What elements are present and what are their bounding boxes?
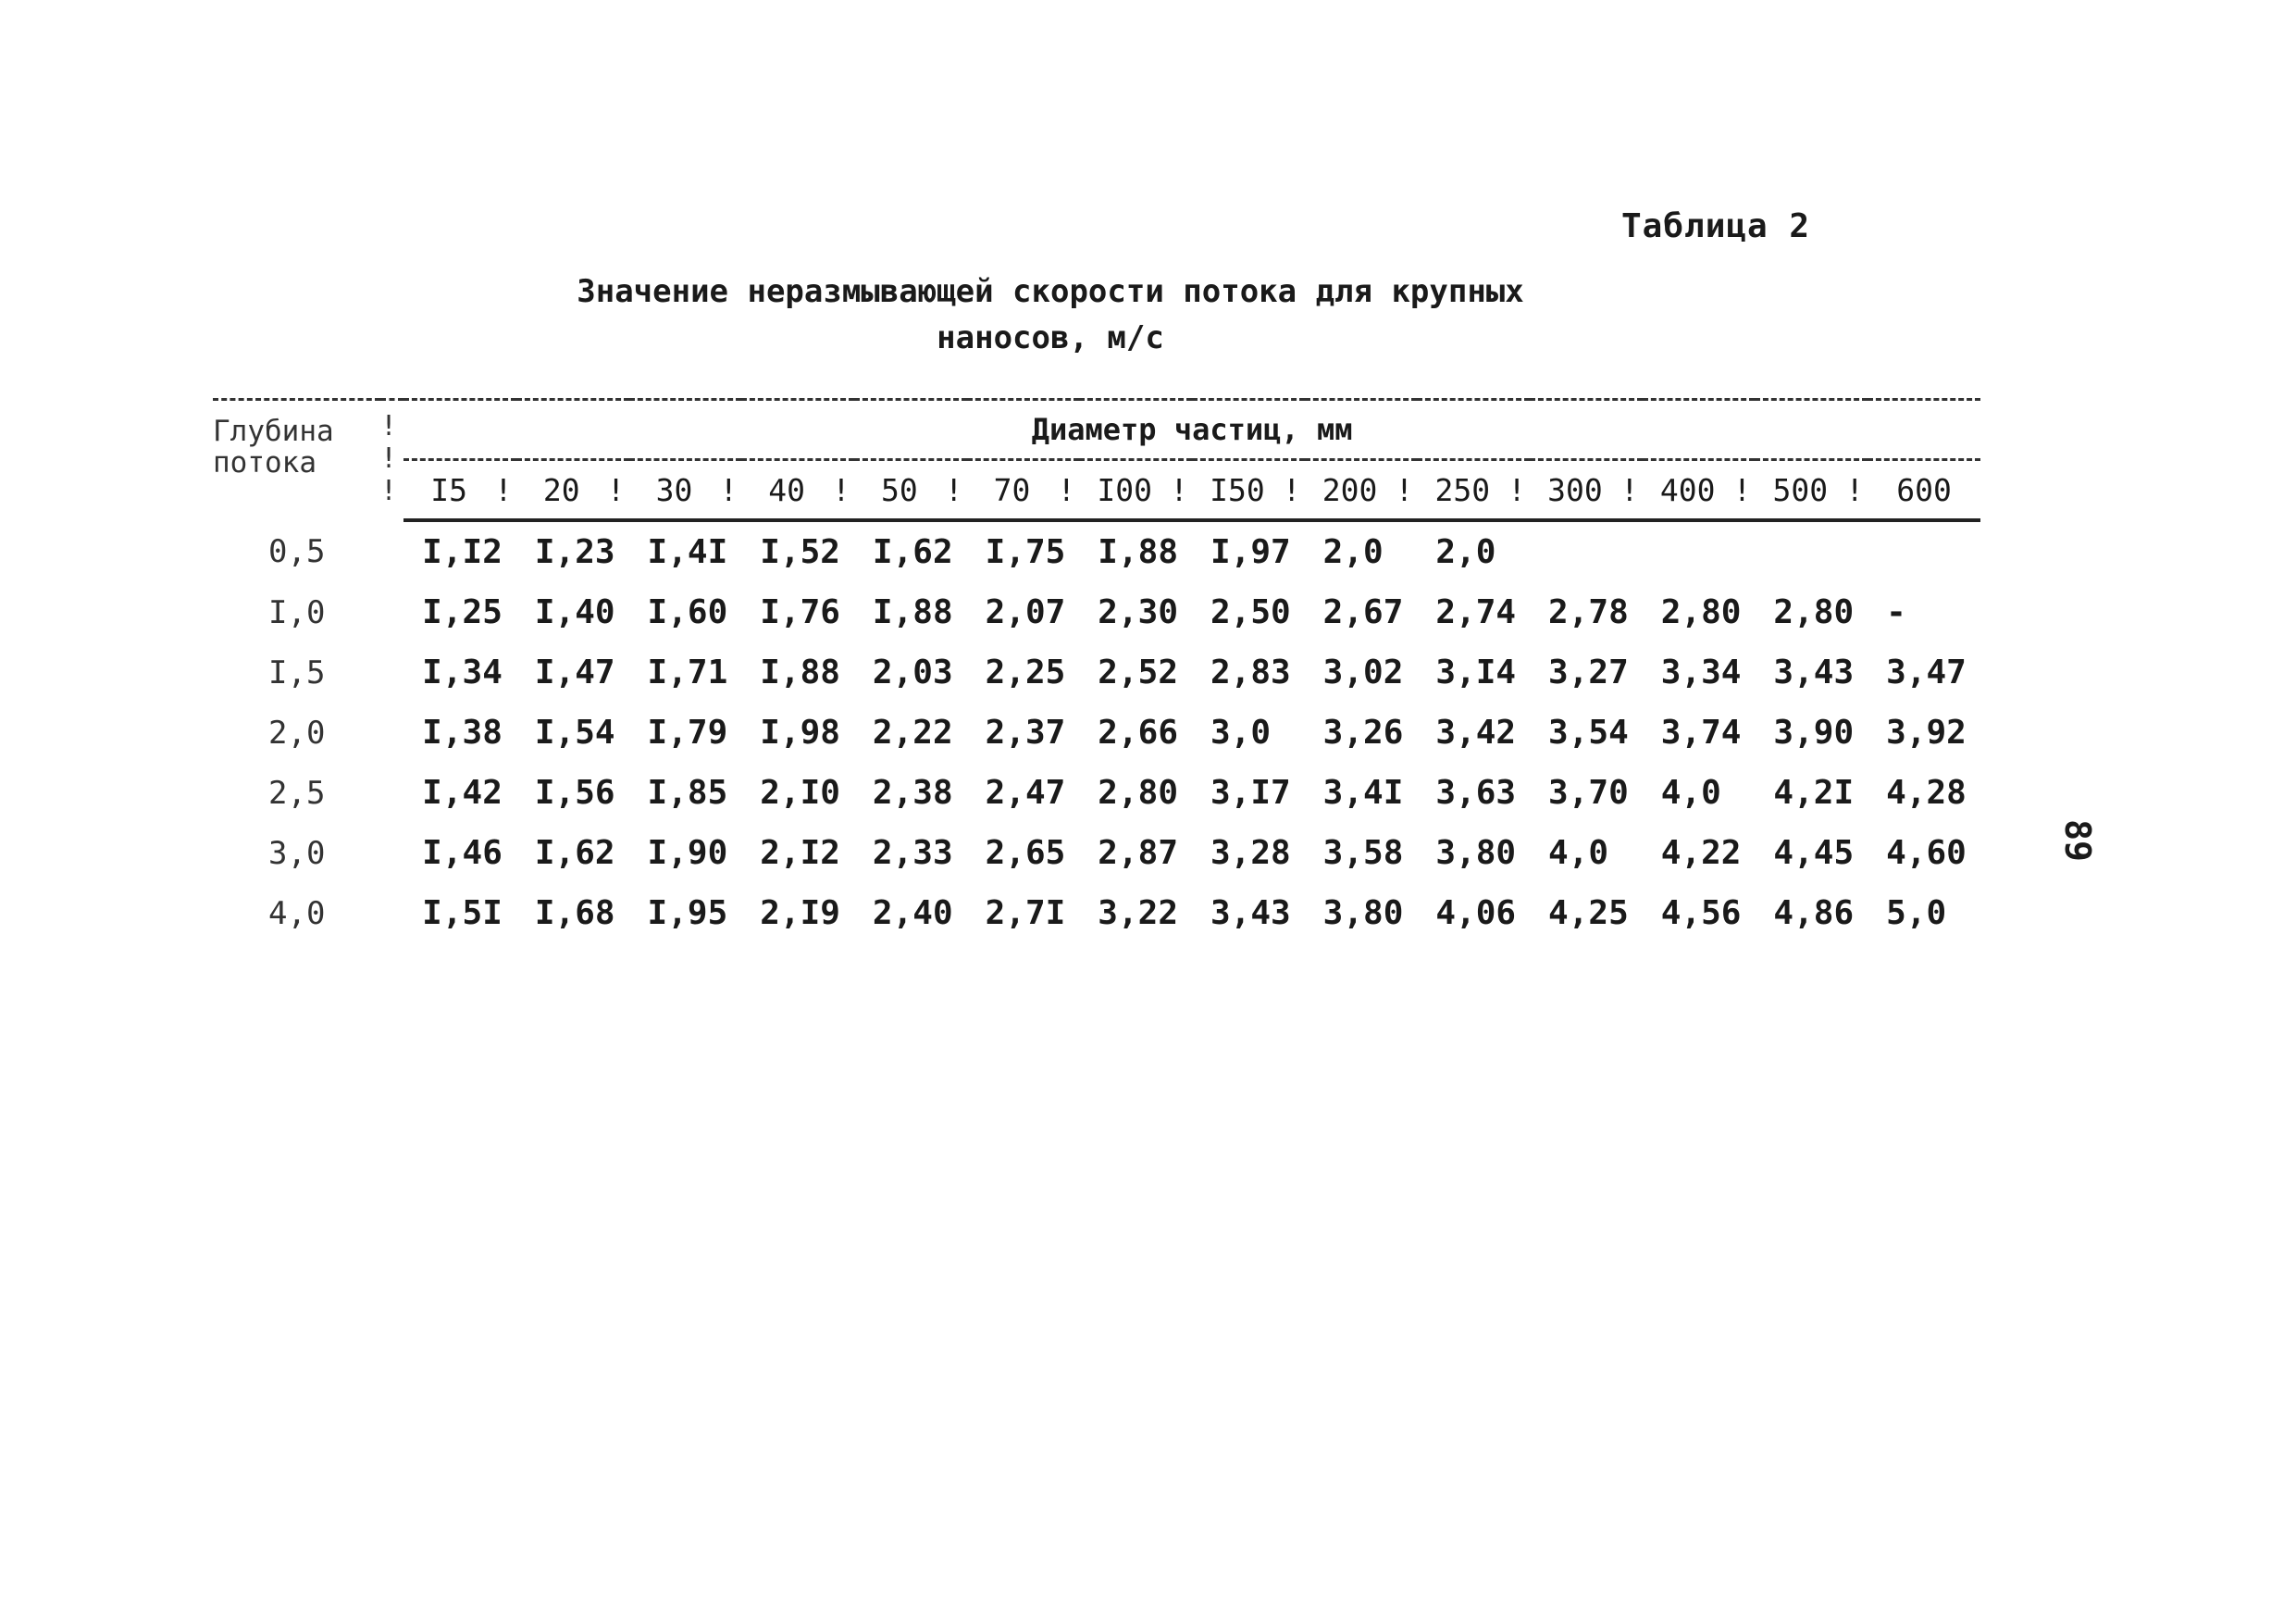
column-header-label: 400 (1659, 471, 1716, 508)
table-title (518, 268, 1582, 361)
column-divider-mark: ! (1057, 471, 1076, 508)
velocity-cell: 4,25 (1548, 894, 1629, 932)
velocity-cell: 2,50 (1210, 593, 1291, 631)
velocity-cell: 3,34 (1660, 654, 1742, 691)
velocity-cell: I,4I (647, 533, 728, 571)
velocity-cell: I,98 (760, 714, 840, 752)
velocity-cell: I,23 (534, 533, 615, 571)
velocity-cell: 3,28 (1210, 834, 1291, 872)
column-divider-mark: ! (1845, 471, 1865, 508)
velocity-cell: 3,90 (1773, 714, 1855, 752)
velocity-cell: 4,0 (1660, 774, 1721, 812)
velocity-cell: I,88 (1098, 533, 1178, 571)
table-header (213, 400, 1980, 521)
velocity-cell: 3,80 (1322, 894, 1404, 932)
column-header-label: 300 (1547, 471, 1603, 508)
velocity-cell: 3,43 (1773, 654, 1855, 691)
column-header-diameter (1192, 460, 1305, 521)
column-divider-mark: ! (832, 471, 850, 508)
column-header-diameter (1079, 460, 1192, 521)
velocity-cell: 3,22 (1098, 894, 1178, 932)
velocity-cell: 2,80 (1098, 774, 1178, 812)
column-header-diameter (629, 460, 742, 521)
table-row (213, 703, 1980, 763)
velocity-cell: 2,80 (1773, 593, 1855, 631)
velocity-cell: I,52 (760, 533, 840, 571)
velocity-cell: 4,60 (1886, 834, 1967, 872)
table-row (213, 883, 1980, 943)
velocity-cell: I,56 (534, 774, 615, 812)
column-divider-mark: ! (944, 471, 963, 508)
velocity-cell: I,97 (1210, 533, 1291, 571)
column-divider-mark: ! (493, 471, 513, 508)
velocity-cell (1530, 520, 1643, 582)
column-header-diameter (1643, 460, 1756, 521)
velocity-cell: 3,I4 (1435, 654, 1517, 691)
velocity-cell: 2,78 (1548, 593, 1629, 631)
column-header-diameter (1868, 460, 1980, 521)
velocity-cell: 2,I9 (760, 894, 840, 932)
velocity-cell: I,46 (422, 834, 503, 872)
velocity-cell: 2,30 (1098, 593, 1178, 631)
velocity-cell: I,71 (647, 654, 728, 691)
column-header-diameter (1530, 460, 1643, 521)
table-title-line-1: Значение неразмывающей скорости потока для крупных (577, 273, 1524, 310)
velocity-cell: 2,87 (1098, 834, 1178, 872)
column-divider-mark: ! (1170, 471, 1188, 508)
velocity-cell: 2,52 (1098, 654, 1178, 691)
velocity-cell: 3,63 (1435, 774, 1517, 812)
velocity-cell: 3,27 (1548, 654, 1629, 691)
velocity-cell: 3,74 (1660, 714, 1742, 752)
column-header-diameter (967, 460, 1080, 521)
velocity-cell: I,85 (647, 774, 728, 812)
depth-header-line-1: Глубина (213, 415, 334, 448)
column-header-diameter (741, 460, 854, 521)
velocity-cell: 2,7I (985, 894, 1066, 932)
velocity-cell: 2,47 (985, 774, 1066, 812)
velocity-cell: I,54 (534, 714, 615, 752)
row-depth-cell: 2,0 (268, 714, 326, 752)
velocity-cell: 3,54 (1548, 714, 1629, 752)
column-divider-mark: ! (1395, 471, 1414, 508)
column-header-label: 200 (1322, 471, 1378, 508)
velocity-cell: 3,70 (1548, 774, 1629, 812)
column-divider-mark: ! (1732, 471, 1752, 508)
header-row-group (213, 400, 1980, 460)
velocity-cell: 2,74 (1435, 593, 1517, 631)
column-header-label: 600 (1896, 471, 1952, 508)
velocity-cell: I,68 (534, 894, 615, 932)
depth-header-line-2: потока (213, 446, 316, 479)
velocity-cell: 3,0 (1210, 714, 1272, 752)
column-divider-mark: ! (1282, 471, 1301, 508)
diameter-group-header: Диаметр частиц, мм (403, 400, 1980, 460)
velocity-cell: I,79 (647, 714, 728, 752)
velocity-cell: 3,80 (1435, 834, 1517, 872)
velocity-cell: 2,38 (872, 774, 953, 812)
velocity-cell: I,90 (647, 834, 728, 872)
column-header-label: 250 (1434, 471, 1491, 508)
column-divider-mark: ! (719, 471, 738, 508)
velocity-cell: I,25 (422, 593, 503, 631)
velocity-cell: 3,92 (1886, 714, 1967, 752)
header-row-columns (213, 460, 1980, 521)
velocity-cell: 2,I2 (760, 834, 840, 872)
velocity-cell: I,88 (760, 654, 840, 691)
velocity-cell: 2,0 (1435, 533, 1496, 571)
velocity-cell: 2,67 (1322, 593, 1404, 631)
velocity-cell: I,40 (534, 593, 615, 631)
column-header-diameter (516, 460, 629, 521)
column-header-label: I00 (1097, 471, 1152, 508)
velocity-cell: 2,I0 (760, 774, 840, 812)
column-header-label: 20 (542, 471, 580, 508)
column-header-label: 70 (993, 471, 1031, 508)
velocity-cell: 4,56 (1660, 894, 1742, 932)
column-header-diameter (403, 460, 516, 521)
column-header-diameter (1417, 460, 1530, 521)
column-divider-mark: ! (606, 471, 626, 508)
velocity-cell: 3,43 (1210, 894, 1291, 932)
velocity-cell: 3,I7 (1210, 774, 1291, 812)
velocity-cell: 4,86 (1773, 894, 1855, 932)
column-header-diameter (854, 460, 967, 521)
velocity-cell: 2,66 (1098, 714, 1178, 752)
table-title-line-2: наносов, м/с (937, 319, 1164, 356)
column-header-diameter (1305, 460, 1418, 521)
column-header-label: 50 (880, 471, 918, 508)
velocity-cell: I,88 (872, 593, 953, 631)
velocity-cell: 4,22 (1660, 834, 1742, 872)
velocity-cell: 3,58 (1322, 834, 1404, 872)
velocity-cell: 2,07 (985, 593, 1066, 631)
velocity-cell: 3,02 (1322, 654, 1404, 691)
velocity-cell: 2,03 (872, 654, 953, 691)
velocity-cell: 4,06 (1435, 894, 1517, 932)
depth-column-header (213, 400, 380, 521)
velocity-cell: 3,26 (1322, 714, 1404, 752)
velocity-cell: 2,22 (872, 714, 953, 752)
column-header-label: 500 (1772, 471, 1829, 508)
column-header-label: I5 (430, 471, 467, 508)
table-row (213, 520, 1980, 582)
column-header-label: I50 (1210, 471, 1265, 508)
column-divider-mark: ! (1508, 471, 1527, 508)
velocity-cell: I,75 (985, 533, 1066, 571)
velocity-cell: 4,45 (1773, 834, 1855, 872)
table-body (213, 520, 1980, 943)
table-row (213, 823, 1980, 883)
velocity-cell: 2,37 (985, 714, 1066, 752)
velocity-cell: 2,40 (872, 894, 953, 932)
table-row (213, 582, 1980, 642)
velocity-cell: 2,83 (1210, 654, 1291, 691)
velocity-cell: 3,47 (1886, 654, 1967, 691)
velocity-cell: 3,4I (1322, 774, 1404, 812)
velocity-cell: I,42 (422, 774, 503, 812)
row-depth-cell: I,0 (268, 593, 326, 631)
velocity-cell: 4,28 (1886, 774, 1967, 812)
velocity-cell: I,I2 (422, 533, 503, 571)
velocity-cell: 3,42 (1435, 714, 1517, 752)
column-separator: ! ! ! (380, 400, 403, 521)
velocity-cell (1643, 520, 1756, 582)
row-depth-cell: 2,5 (268, 774, 326, 812)
table-row (213, 642, 1980, 703)
velocity-cell: 4,2I (1773, 774, 1855, 812)
page-number: 89 (2056, 819, 2098, 862)
velocity-cell: I,5I (422, 894, 503, 932)
velocity-cell: 2,65 (985, 834, 1066, 872)
velocity-cell: I,62 (534, 834, 615, 872)
row-depth-cell: I,5 (268, 654, 326, 691)
velocity-cell: 5,0 (1886, 894, 1947, 932)
row-depth-cell: 3,0 (268, 834, 326, 872)
velocity-cell: 4,0 (1548, 834, 1609, 872)
velocity-cell: I,62 (872, 533, 953, 571)
table-row (213, 763, 1980, 823)
column-header-diameter (1755, 460, 1868, 521)
velocity-cell: 2,33 (872, 834, 953, 872)
velocity-cell: 2,25 (985, 654, 1066, 691)
column-header-label: 30 (655, 471, 693, 508)
velocity-cell: I,60 (647, 593, 728, 631)
row-depth-cell: 4,0 (268, 894, 326, 932)
velocity-cell (1755, 520, 1868, 582)
velocity-cell: 2,80 (1660, 593, 1742, 631)
velocity-table (213, 398, 1980, 943)
velocity-cell: I,76 (760, 593, 840, 631)
table-label: Таблица 2 (1621, 207, 1811, 245)
velocity-cell (1868, 520, 1980, 582)
velocity-cell: I,38 (422, 714, 503, 752)
column-header-label: 40 (768, 471, 806, 508)
row-depth-cell: 0,5 (268, 532, 326, 570)
velocity-cell: I,47 (534, 654, 615, 691)
velocity-cell: I,95 (647, 894, 728, 932)
column-divider-mark: ! (1620, 471, 1639, 508)
data-table-container (213, 398, 1980, 943)
velocity-cell: I,34 (422, 654, 503, 691)
velocity-cell: 2,0 (1322, 533, 1384, 571)
velocity-cell: - (1886, 593, 1906, 631)
